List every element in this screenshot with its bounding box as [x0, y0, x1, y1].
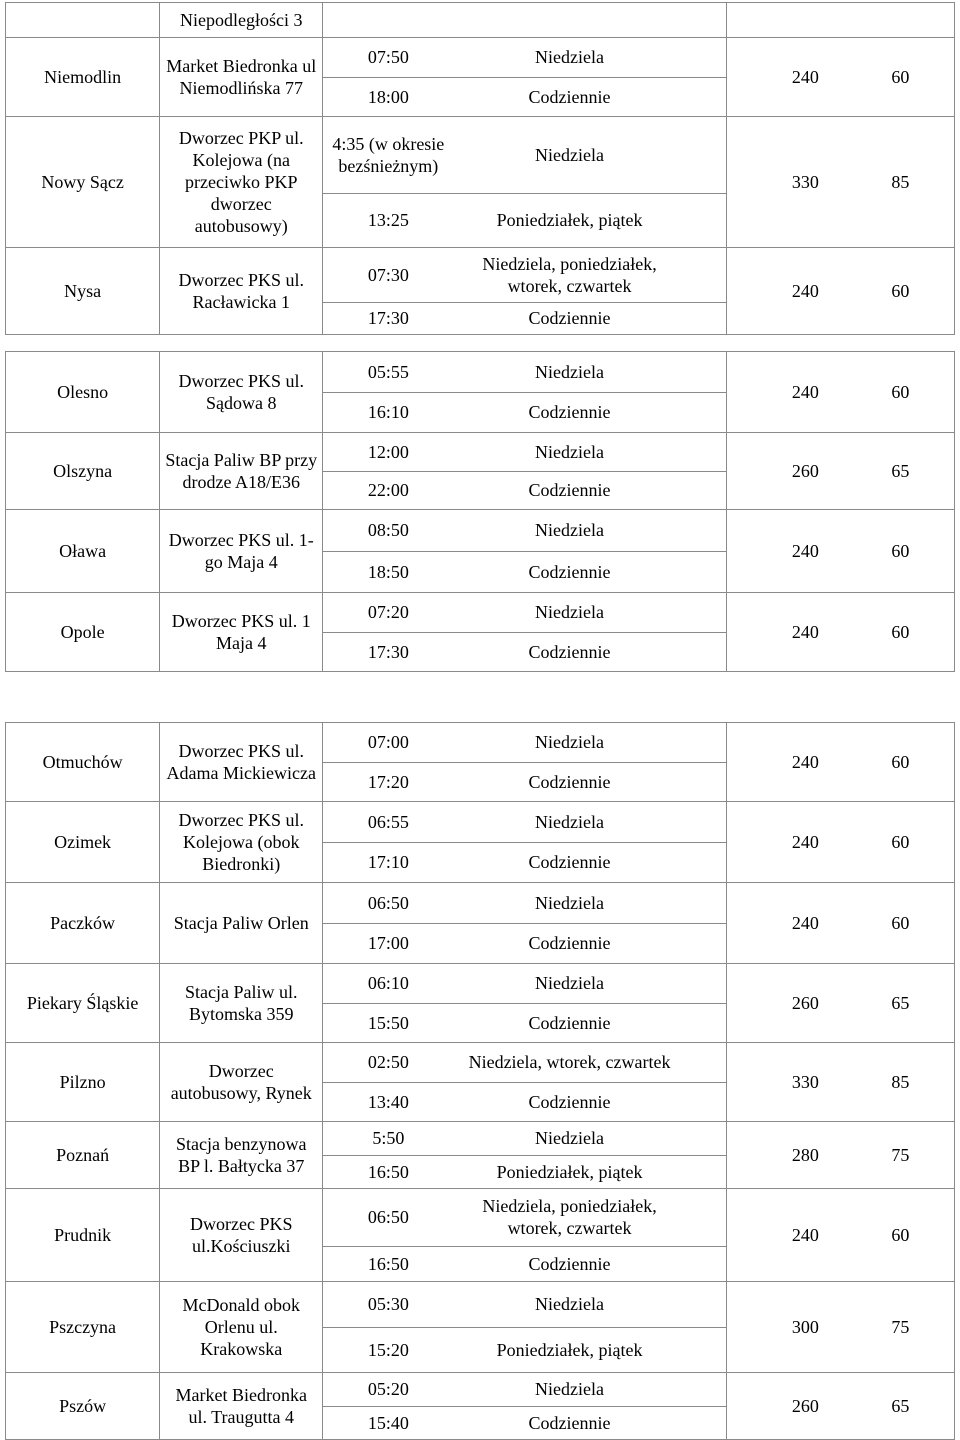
price-secondary: 60	[891, 1225, 910, 1245]
departure-time: 07:30	[367, 264, 409, 285]
stop-cell	[160, 352, 323, 433]
price-primary: 330	[791, 172, 819, 192]
departure-days: Niedziela	[535, 811, 605, 832]
price-secondary: 85	[891, 172, 910, 192]
departure-row	[323, 883, 725, 923]
departure-row	[323, 964, 725, 1003]
schedule-table-2	[5, 351, 955, 672]
schedule-row	[6, 3, 955, 38]
stop-location: Niepodległości 3	[180, 10, 303, 30]
city-name: Ozimek	[54, 832, 112, 852]
departure-row	[323, 1122, 725, 1155]
departure-time: 22:00	[367, 480, 409, 501]
departure-time: 07:20	[367, 602, 409, 623]
price-secondary: 65	[891, 993, 910, 1013]
city-cell	[6, 723, 160, 802]
departures-cell	[323, 1282, 726, 1373]
departure-days: Niedziela	[535, 1294, 605, 1315]
departure-time: 08:50	[367, 520, 409, 541]
departures-cell	[323, 433, 726, 510]
city-cell	[6, 883, 160, 964]
departure-time: 18:00	[367, 86, 409, 107]
price-cell	[726, 964, 954, 1043]
stop-location: Dworzec PKS ul. 1 Maja 4	[171, 611, 311, 653]
departures-cell	[323, 964, 726, 1043]
stop-cell	[160, 723, 323, 802]
departure-days: Codziennie	[528, 771, 611, 792]
departure-days: Niedziela	[535, 1379, 605, 1400]
departure-time: 15:40	[367, 1412, 409, 1433]
stop-location: Dworzec PKS ul. Adama Mickiewicza	[166, 741, 316, 783]
city-name: Opole	[60, 622, 105, 642]
stop-cell	[160, 593, 323, 672]
departure-row	[323, 802, 725, 842]
price-cell	[726, 248, 954, 335]
city-name: Nowy Sącz	[41, 172, 124, 192]
departure-row	[323, 392, 725, 433]
stop-location: Market Biedronka ul Niemodlińska 77	[166, 56, 317, 98]
departure-days: Niedziela	[535, 892, 605, 913]
departure-time: 16:10	[367, 402, 409, 423]
departure-days: Niedziela, poniedziałek, wtorek, czwartek	[482, 1196, 657, 1239]
departure-row	[323, 352, 725, 392]
stop-cell	[160, 802, 323, 883]
price-primary: 240	[791, 281, 819, 301]
departure-time: 18:50	[367, 561, 409, 582]
stop-cell	[160, 117, 323, 248]
city-cell	[6, 1043, 160, 1122]
departure-time: 07:50	[367, 47, 409, 68]
city-cell	[6, 117, 160, 248]
departure-time: 15:50	[367, 1012, 409, 1033]
departures-cell	[323, 248, 726, 335]
departure-days: Poniedziałek, piątek	[496, 1161, 643, 1182]
price-secondary: 60	[891, 913, 910, 933]
stop-cell	[160, 1122, 323, 1189]
city-name: Olesno	[57, 382, 109, 402]
city-cell	[6, 433, 160, 510]
price-secondary: 60	[891, 622, 910, 642]
departure-row	[323, 1373, 725, 1406]
stop-cell	[160, 510, 323, 593]
city-cell	[6, 248, 160, 335]
city-name: Pszczyna	[49, 1317, 117, 1337]
stop-location: Dworzec PKS ul. 1-go Maja 4	[168, 530, 314, 572]
stop-cell	[160, 38, 323, 117]
departure-time: 17:30	[367, 641, 409, 662]
departure-row	[323, 193, 725, 248]
departure-row	[323, 1406, 725, 1440]
departure-time: 4:35 (w okresie bezśnieżnym)	[332, 133, 445, 176]
departures-cell	[323, 510, 726, 593]
departures-cell	[323, 3, 726, 38]
stop-cell	[160, 1189, 323, 1282]
stop-cell	[160, 1373, 323, 1440]
city-cell	[6, 1122, 160, 1189]
price-primary: 240	[791, 541, 819, 561]
departure-time: 05:30	[367, 1294, 409, 1315]
departure-row	[323, 1189, 725, 1246]
departure-time: 06:50	[367, 892, 409, 913]
price-secondary: 75	[891, 1145, 910, 1165]
price-primary: 240	[791, 382, 819, 402]
departure-row	[323, 923, 725, 964]
price-cell	[726, 433, 954, 510]
price-primary: 300	[791, 1317, 819, 1337]
departure-row	[323, 471, 725, 510]
price-cell	[726, 117, 954, 248]
city-name: Oława	[59, 541, 107, 561]
departure-days: Codziennie	[528, 308, 611, 329]
price-secondary: 60	[891, 541, 910, 561]
departure-row	[323, 1155, 725, 1189]
schedule-row	[6, 1122, 955, 1189]
departure-days: Niedziela	[535, 441, 605, 462]
departures-cell	[323, 38, 726, 117]
departure-days: Niedziela, poniedziałek, wtorek, czwartek	[482, 253, 657, 296]
schedule-row	[6, 1373, 955, 1440]
departure-time: 02:50	[367, 1052, 409, 1073]
price-secondary: 60	[891, 281, 910, 301]
departures-cell	[323, 352, 726, 433]
price-cell	[726, 883, 954, 964]
departures-cell	[323, 723, 726, 802]
departure-row	[323, 593, 725, 632]
departure-row	[323, 762, 725, 802]
price-cell	[726, 1373, 954, 1440]
city-cell	[6, 1282, 160, 1373]
price-secondary: 65	[891, 461, 910, 481]
price-secondary: 85	[891, 1072, 910, 1092]
departure-row	[323, 38, 725, 77]
stop-location: Dworzec PKS ul.Kościuszki	[190, 1214, 293, 1256]
departure-days: Codziennie	[528, 1091, 611, 1112]
city-name: Poznań	[56, 1145, 110, 1165]
price-cell	[726, 802, 954, 883]
stop-cell	[160, 433, 323, 510]
departure-row	[323, 77, 725, 117]
schedule-row	[6, 1043, 955, 1122]
schedule-row	[6, 883, 955, 964]
departure-time: 17:00	[367, 933, 409, 954]
city-cell	[6, 38, 160, 117]
departure-days: Niedziela	[535, 361, 605, 382]
departure-row	[323, 1327, 725, 1373]
city-cell	[6, 802, 160, 883]
city-name: Pilzno	[59, 1072, 106, 1092]
departure-time: 05:55	[367, 361, 409, 382]
schedule-row	[6, 1189, 955, 1282]
departure-days: Codziennie	[528, 933, 611, 954]
departure-row	[323, 842, 725, 883]
departure-time: 07:00	[367, 732, 409, 753]
departure-time: 5:50	[372, 1128, 405, 1149]
schedule-row	[6, 802, 955, 883]
departures-cell	[323, 593, 726, 672]
departure-time: 13:40	[367, 1091, 409, 1112]
schedule-row	[6, 1282, 955, 1373]
stop-location: Stacja benzynowa BP l. Bałtycka 37	[176, 1134, 307, 1176]
departure-time: 16:50	[367, 1161, 409, 1182]
schedule-row	[6, 593, 955, 672]
city-cell	[6, 352, 160, 433]
price-secondary: 75	[891, 1317, 910, 1337]
city-cell	[6, 3, 160, 38]
stop-location: Dworzec PKS ul. Kolejowa (obok Biedronki)	[178, 810, 304, 874]
schedule-row	[6, 38, 955, 117]
price-primary: 330	[791, 1072, 819, 1092]
departure-time: 13:25	[367, 210, 409, 231]
stop-cell	[160, 1043, 323, 1122]
city-name: Paczków	[50, 913, 116, 933]
price-primary: 240	[791, 752, 819, 772]
price-secondary: 60	[891, 832, 910, 852]
city-cell	[6, 1373, 160, 1440]
city-cell	[6, 593, 160, 672]
price-cell	[726, 38, 954, 117]
departure-time: 15:20	[367, 1339, 409, 1360]
departure-days: Codziennie	[528, 1012, 611, 1033]
stop-cell	[160, 964, 323, 1043]
price-cell	[726, 352, 954, 433]
departure-days: Codziennie	[528, 561, 611, 582]
price-primary: 240	[791, 67, 819, 87]
departure-days: Niedziela	[535, 602, 605, 623]
schedule-row	[6, 352, 955, 433]
stop-cell	[160, 248, 323, 335]
price-primary: 240	[791, 832, 819, 852]
departure-row	[323, 632, 725, 672]
departure-row	[323, 723, 725, 762]
departure-days: Niedziela	[535, 973, 605, 994]
departure-days: Poniedziałek, piątek	[496, 1339, 643, 1360]
stop-location: Dworzec PKS ul. Racławicka 1	[178, 270, 304, 312]
departure-row	[323, 1043, 725, 1082]
schedule-table-3	[5, 722, 955, 1440]
departure-time: 17:10	[367, 852, 409, 873]
city-name: Pszów	[59, 1396, 107, 1416]
departure-days: Niedziela	[535, 144, 605, 165]
price-primary: 240	[791, 622, 819, 642]
departure-row	[323, 1082, 725, 1122]
departure-days: Poniedziałek, piątek	[496, 210, 643, 231]
stop-location: Dworzec PKP ul. Kolejowa (na przeciwko PKP dworzec autobusowy)	[178, 128, 304, 236]
departure-days: Niedziela	[535, 732, 605, 753]
price-cell	[726, 1043, 954, 1122]
departure-row	[323, 551, 725, 593]
city-name: Otmuchów	[42, 752, 123, 772]
schedule-row	[6, 723, 955, 802]
departure-days: Niedziela	[535, 1128, 605, 1149]
departure-days: Codziennie	[528, 86, 611, 107]
stop-location: McDonald obok Orlenu ul. Krakowska	[182, 1295, 300, 1359]
departure-days: Codziennie	[528, 402, 611, 423]
schedule-table-1	[5, 2, 955, 335]
departure-time: 12:00	[367, 441, 409, 462]
price-cell	[726, 1122, 954, 1189]
schedule-row	[6, 117, 955, 248]
departure-days: Niedziela, wtorek, czwartek	[468, 1052, 671, 1073]
schedule-row	[6, 510, 955, 593]
price-primary: 240	[791, 913, 819, 933]
departures-cell	[323, 802, 726, 883]
departure-time: 05:20	[367, 1379, 409, 1400]
price-cell	[726, 510, 954, 593]
departure-row	[323, 117, 725, 193]
city-name: Prudnik	[54, 1225, 112, 1245]
departure-days: Codziennie	[528, 1253, 611, 1274]
price-primary: 280	[791, 1145, 819, 1165]
stop-location: Dworzec autobusowy, Rynek	[170, 1061, 312, 1103]
departures-cell	[323, 1043, 726, 1122]
departures-cell	[323, 1122, 726, 1189]
departure-time: 17:20	[367, 771, 409, 792]
departure-days: Codziennie	[528, 641, 611, 662]
price-secondary: 60	[891, 752, 910, 772]
departures-cell	[323, 883, 726, 964]
price-cell	[726, 593, 954, 672]
departures-cell	[323, 1189, 726, 1282]
price-secondary: 60	[891, 67, 910, 87]
stop-location: Market Biedronka ul. Traugutta 4	[175, 1385, 307, 1427]
city-cell	[6, 964, 160, 1043]
price-primary: 260	[791, 461, 819, 481]
departure-days: Niedziela	[535, 520, 605, 541]
stop-location: Dworzec PKS ul. Sądowa 8	[178, 371, 304, 413]
departure-row	[323, 510, 725, 551]
departure-days: Codziennie	[528, 480, 611, 501]
departure-row	[323, 1282, 725, 1327]
departure-time: 16:50	[367, 1253, 409, 1274]
departure-row	[323, 302, 725, 335]
departure-row	[323, 433, 725, 471]
stop-location: Stacja Paliw Orlen	[173, 913, 309, 933]
price-primary: 260	[791, 993, 819, 1013]
price-cell	[726, 723, 954, 802]
departure-time: 17:30	[367, 308, 409, 329]
departure-days: Codziennie	[528, 852, 611, 873]
departure-time: 06:55	[367, 811, 409, 832]
city-name: Olszyna	[53, 461, 113, 481]
stop-cell	[160, 883, 323, 964]
stop-cell	[160, 3, 323, 38]
city-cell	[6, 1189, 160, 1282]
departure-time: 06:50	[367, 1207, 409, 1228]
departure-days: Codziennie	[528, 1412, 611, 1433]
stop-cell	[160, 1282, 323, 1373]
departure-row	[323, 1246, 725, 1282]
schedule-row	[6, 248, 955, 335]
schedule-row	[6, 433, 955, 510]
price-cell	[726, 3, 954, 38]
departure-row	[323, 248, 725, 302]
departure-time: 06:10	[367, 973, 409, 994]
departure-row	[323, 1003, 725, 1043]
departures-cell	[323, 117, 726, 248]
stop-location: Stacja Paliw ul. Bytomska 359	[185, 982, 298, 1024]
city-cell	[6, 510, 160, 593]
city-name: Nysa	[64, 281, 102, 301]
price-secondary: 60	[891, 382, 910, 402]
price-cell	[726, 1282, 954, 1373]
stop-location: Stacja Paliw BP przy drodze A18/E36	[165, 450, 318, 492]
price-secondary: 65	[891, 1396, 910, 1416]
schedule-row	[6, 964, 955, 1043]
departure-days: Niedziela	[535, 47, 605, 68]
city-name: Piekary Śląskie	[26, 993, 139, 1013]
city-name: Niemodlin	[44, 67, 122, 87]
departures-cell	[323, 1373, 726, 1440]
price-primary: 240	[791, 1225, 819, 1245]
price-cell	[726, 1189, 954, 1282]
price-primary: 260	[791, 1396, 819, 1416]
